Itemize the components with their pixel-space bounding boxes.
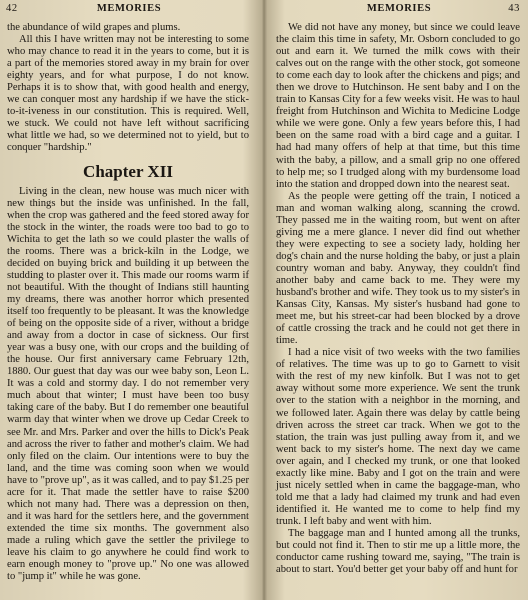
right-page-body xyxy=(276,22,520,576)
right-page-header xyxy=(270,3,528,17)
left-page-body xyxy=(7,22,249,583)
right-paragraph-4: The baggage man and I hunted among all the trunks, but could not find it. Then to stir me up a little more, the conductor came rushing toward me, saying, "The train is about to start. You'd better get your baby off and hunt for xyxy=(276,527,520,576)
right-running-head: MEMORIES xyxy=(366,3,432,14)
right-paragraph-1: We did not have any money, but since we could leave the claim this time in safety, Mr. Osborn concluded to go out and earn it. We turned the milk cows with their calves out on the range with the other stock, got someone to come each day to look after the chickens and pigs; and then we drove to Hutchinson. He sent baby and I on the train to Kansas City for a few weeks visit. He was to haul freight from Hutchinson and Wichita to Medicine Lodge while we were gone. Only a few years before this, I had been on the same road with a bird cage and a guitar. I had had many offers of help at that time, but this time with the baby, a pillow, and a small grip no one offered to help me; so I trudged along with my burdensome load into the station and dropped down into the nearest seat. xyxy=(276,22,520,190)
left-page-number: 42 xyxy=(6,3,18,14)
chapter-title: Chapter XII xyxy=(83,161,173,181)
left-paragraph-1: All this I have written may not be interesting to some who may chance to read it in the years to come, but it is a part of the memories stored away in my brain for over eighty years, and for what purpose, I do not know. Perhaps it is to show that, with good health and energy, we can conquer most any hardship if we have the stick-to-it-iveness in our constitution. This is required. Well, we stuck. We could not have left without sacrificing what little we had, so we determined not to yield, but to conquer "hardship." xyxy=(7,34,249,154)
right-paragraph-2: As the people were getting off the train, I noticed a man and woman walking along, scanning the crowd. They passed me in the waiting room, but went on after giving me a mere glance. I never did find out whether they were expecting to see a society lady, holding her dog's chain and the nurse holding the baby, or just a plain country woman and baby. Anyway, they couldn't find another baby and came back to me. They were my husband's brother and wife. They took us to my sister's in Kansas City, Kansas. My sister's husband had gone to meet me, but his street-car had been blocked by a drove of cattle crossing the track and he could not get there in time. xyxy=(276,190,520,347)
left-continued-paragraph: the abundance of wild grapes and plums. xyxy=(7,22,181,33)
right-page xyxy=(270,0,528,600)
left-paragraph-2: Living in the clean, new house was much nicer with new things but the inside was unfinished. In the fall, when the crop was gathered and the feed stored away for the stock in the winter, the roads were too bad to go to Wichita to get the lath so we could plaster the walls of the rooms. There was a brick-kiln in the Lodge, we decided on buying brick and building it up between the studding to plaster over it. This made our rooms warm if not beautiful. With the thought of Indians still haunting my dreams, there was another horror which presented itself too frequently to be pleasant. It was the knowledge of being on the opposite side of a river, without a bridge and away from a doctor in case of sickness. Our first year was a busy one, with our crops and the building of the house. Our first anniversary came February 12th, 1880. Our guest that day was our wee baby son, Leon L. It was a cold and stormy day. I do not remember very much about that winter; I must have been too busy taking care of the baby. But I do remember one beautiful warm day that winter when we drove up Cedar Creek to see Mr. and Mrs. Parker and over the hills to Dick's Peak and across the river to father and mother's claim. We had only filed on the claim. Our intentions were to buy the land, and the time was coming soon when we would have to "prove up", as it was called, and to pay $1.25 per acre for it. That made the settler have to raise $200 which not many had. There was a depression on then, and it was hard for the settlers here, and the government extended the time six months. The government also made a ruling which gave the settler the privilege to leave his claim to go anywhere he could find work to earn enough money to "prove up." No one was allowed to "jump it" while he was gone. xyxy=(7,185,249,583)
left-page xyxy=(0,0,258,600)
left-running-head: MEMORIES xyxy=(96,3,162,14)
left-page-header xyxy=(0,3,258,17)
right-page-number: 43 xyxy=(508,3,520,14)
right-paragraph-3: I had a nice visit of two weeks with the two families of relatives. The time was up to go to Garnett to visit with the rest of my new kinfolk. But I was not to get away without some more experience. We sent the trunk over to the station with a neighbor in the morning, and we followed later. Again there was delay by cattle being driven across the street car track. When we got to the station, the train was just pulling away from it, and we went back to my sister's home. The next day we came over again, and I checked my trunk, or one that looked exactly like mine. Baby and I got on the train and were just nicely settled when in came the baggage-man, who told me that a lady had claimed my trunk and had even identified it. He wanted me to come to help find my trunk. I left baby and went with him. xyxy=(276,347,520,527)
